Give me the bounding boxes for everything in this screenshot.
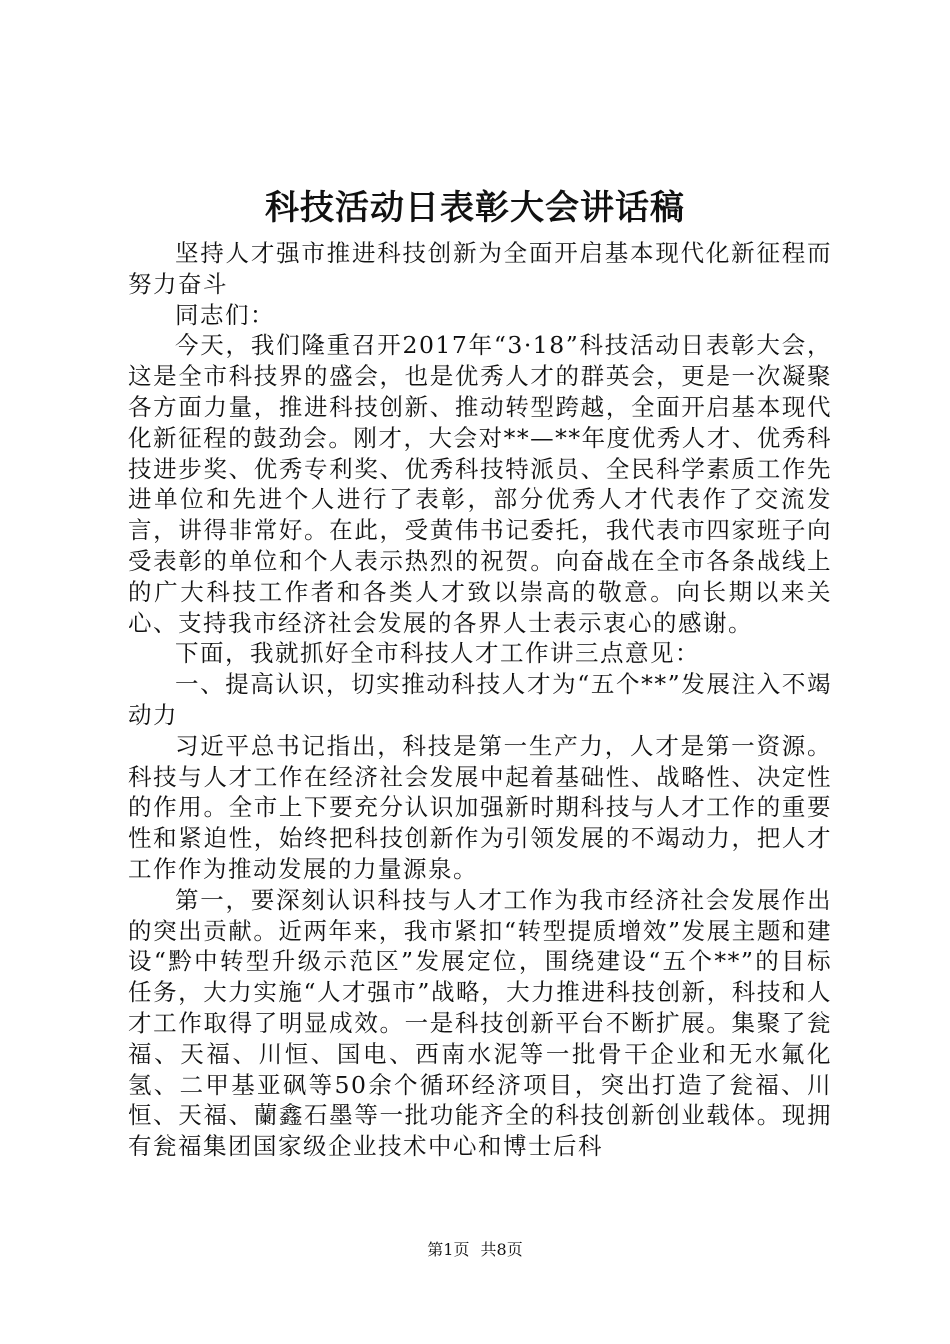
- section-heading: 一、提高认识，切实推动科技人才为“五个**”发展注入不竭动力: [128, 670, 832, 729]
- document-body: [128, 238, 832, 1162]
- body-paragraph: 今天，我们隆重召开2017年“3·18”科技活动日表彰大会，这是全市科技界的盛会，也是优秀人才的群英会，更是一次凝聚各方面力量，推进科技创新、推动转型跨越，全面开启基本现代化新征程的鼓劲会。刚才，大会对**—**年度优秀人才、优秀科技进步奖、优秀专利奖、优秀科技特派员、全民科学素质工作先进单位和先进个人进行了表彰，部分优秀人才代表作了交流发言，讲得非常好。在此，受黄伟书记委托，我代表市四家班子向受表彰的单位和个人表示热烈的祝贺。向奋战在全市各条战线上的广大科技工作者和各类人才致以崇高的敬意。向长期以来关心、支持我市经济社会发展的各界人士表示衷心的感谢。: [128, 331, 832, 637]
- salutation-paragraph: 同志们：: [175, 300, 275, 329]
- body-paragraph: 第一，要深刻认识科技与人才工作为我市经济社会发展作出的突出贡献。近两年来，我市紧扣“转型提质增效”发展主题和建设“黔中转型升级示范区”发展定位，围绕建设“五个**”的目标任务，大力实施“人才强市”战略，大力推进科技创新，科技和人才工作取得了明显成效。一是科技创新平台不断扩展。集聚了瓮福、天福、川恒、国电、西南水泥等一批骨干企业和无水氟化氢、二甲基亚砜等50余个循环经济项目，突出打造了瓮福、川恒、天福、蘭鑫石墨等一批功能齐全的科技创新创业载体。现拥有瓮福集团国家级企业技术中心和博士后科: [128, 885, 832, 1161]
- page-total: 共8页: [480, 1240, 523, 1259]
- body-paragraph: 习近平总书记指出，科技是第一生产力，人才是第一资源。科技与人才工作在经济社会发展中起着基础性、战略性、决定性的作用。全市上下要充分认识加强新时期科技与人才工作的重要性和紧迫性，始终把科技创新作为引领发展的不竭动力，把人才工作作为推动发展的力量源泉。: [128, 731, 832, 883]
- page-number: 第1页: [427, 1240, 470, 1259]
- page-footer: [0, 1240, 950, 1260]
- body-paragraph: 下面，我就抓好全市科技人才工作讲三点意见：: [175, 639, 700, 668]
- subtitle-paragraph: 坚持人才强市推进科技创新为全面开启基本现代化新征程而努力奋斗: [128, 239, 832, 298]
- document-title: 科技活动日表彰大会讲话稿: [265, 188, 685, 228]
